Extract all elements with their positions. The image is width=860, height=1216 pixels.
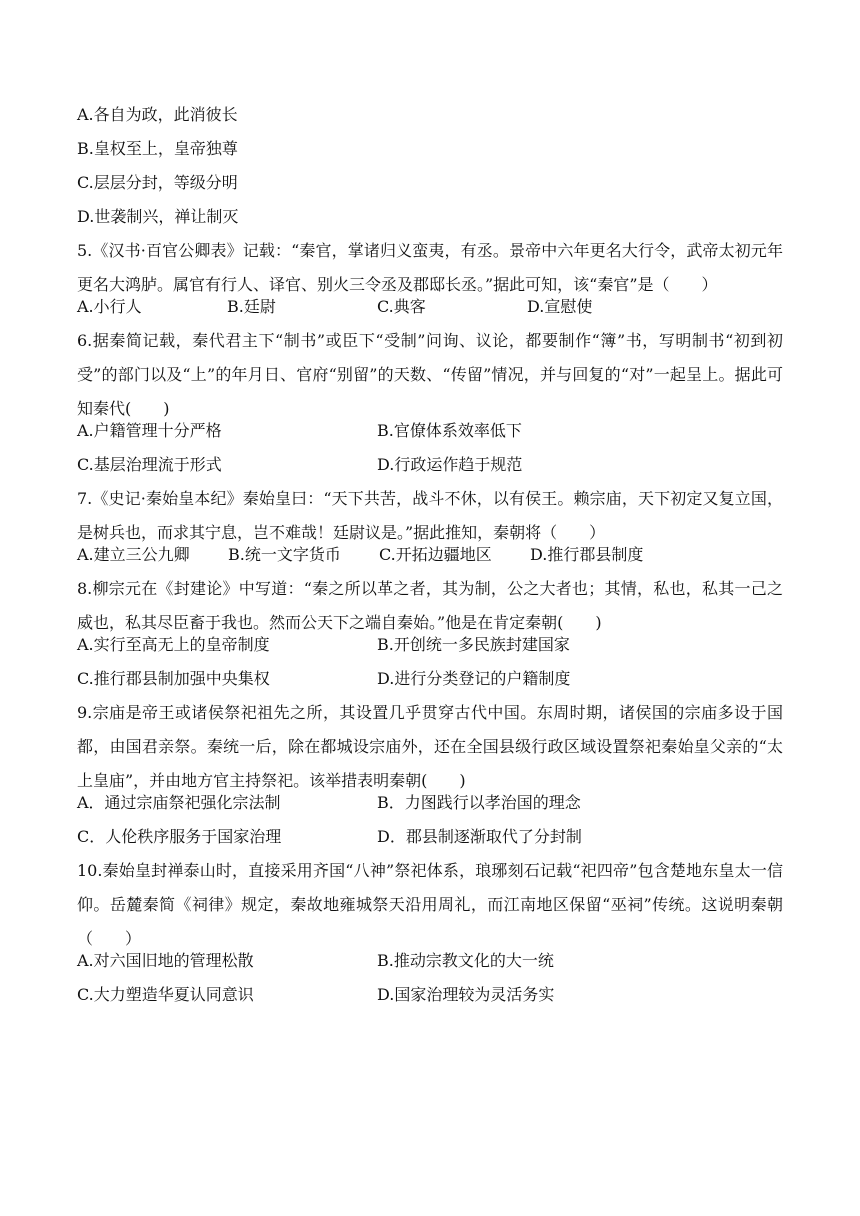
q6-option-d: D.行政运作趋于规范 [377,455,523,474]
q7-option-b: B.统一文字货币 [228,545,341,564]
q10-option-d: D.国家治理较为灵活务实 [377,985,555,1004]
q9-option-a: A．通过宗庙祭祀强化宗法制 [77,793,281,812]
q10-options-row-2 [77,984,783,1018]
q9-option-d: D．郡县制逐渐取代了分封制 [377,827,582,846]
q8-option-d: D.进行分类登记的户籍制度 [377,669,571,688]
q8-option-c: C.推行郡县制加强中央集权 [77,669,270,688]
q6-option-b: B.官僚体系效率低下 [377,421,522,440]
question-8 [77,572,783,640]
q5-option-a: A.小行人 [77,297,142,316]
q9-option-b: B．力图践行以孝治国的理念 [377,793,581,812]
q10-option-b: B.推动宗教文化的大一统 [377,951,554,970]
q9-option-c: C．人伦秩序服务于国家治理 [77,827,282,846]
q10-stem: 10.秦始皇封禅泰山时，直接采用齐国“八神”祭祀体系，琅琊刻石记载“祀四帝”包含楚地东皇太一信仰。岳麓秦简《祠律》规定，秦故地雍城祭天沿用周礼，而江南地区保留“巫祠”传统。这说明秦朝（ ） [77,861,783,948]
question-7 [77,482,783,550]
q4-option-b: B.皇权至上，皇帝独尊 [77,139,238,158]
q8-options-row-1 [77,634,783,668]
q10-options-row-1 [77,950,783,984]
q5-option-d: D.宣慰使 [527,297,593,316]
q10-option-a: A.对六国旧地的管理松散 [77,951,254,970]
q7-option-a: A.建立三公九卿 [77,545,190,564]
q9-options-row-1 [77,792,783,826]
question-9 [77,696,783,798]
q6-options-row-1 [77,420,783,454]
q7-option-d: D.推行郡县制度 [530,545,644,564]
exam-content [77,104,783,1018]
q4-option-c: C.层层分封，等级分明 [77,173,238,192]
question-5 [77,234,783,302]
q6-option-c: C.基层治理流于形式 [77,455,222,474]
q5-option-b: B.廷尉 [227,297,276,316]
q6-stem: 6.据秦简记载，秦代君主下“制书”或臣下“受制”问询、议论，都要制作“簿”书，写明制书“初到初受”的部门以及“上”的年月日、官府“别留”的天数、“传留”情况，并与回复的“对”一起呈上。据此可知秦代( ) [77,331,783,418]
q6-option-a: A.户籍管理十分严格 [77,421,222,440]
question-10 [77,854,783,956]
question-6 [77,324,783,426]
q10-option-c: C.大力塑造华夏认同意识 [77,985,254,1004]
q8-option-a: A.实行至高无上的皇帝制度 [77,635,270,654]
q5-option-c: C.典客 [377,297,426,316]
q7-stem: 7.《史记·秦始皇本纪》秦始皇曰：“天下共苦，战斗不休，以有侯王。赖宗庙，天下初定又复立国，是树兵也，而求其宁息，岂不难哉！廷尉议是。”据此推知，秦朝将（ ） [77,489,783,542]
q8-option-b: B.开创统一多民族封建国家 [377,635,570,654]
q4-option-a: A.各自为政，此消彼长 [77,105,238,124]
q5-stem: 5.《汉书·百官公卿表》记载：“秦官，掌诸归义蛮夷，有丞。景帝中六年更名大行令，武帝太初元年更名大鸿胪。属官有行人、译官、别火三令丞及郡邸长丞。”据此可知，该“秦官”是（ ） [77,241,783,294]
q4-option-d: D.世袭制兴，禅让制灭 [77,207,239,226]
q8-stem: 8.柳宗元在《封建论》中写道：“秦之所以革之者，其为制，公之大者也；其情，私也，私其一己之威也，私其尽臣畜于我也。然而公天下之端自秦始。”他是在肯定秦朝( ) [77,579,783,632]
q9-stem: 9.宗庙是帝王或诸侯祭祀祖先之所，其设置几乎贯穿古代中国。东周时期，诸侯国的宗庙多设于国都，由国君亲祭。秦统一后，除在都城设宗庙外，还在全国县级行政区域设置祭祀秦始皇父亲的“太上皇庙”，并由地方官主持祭祀。该举措表明秦朝( ) [77,703,783,790]
q7-option-c: C.开拓边疆地区 [379,545,492,564]
